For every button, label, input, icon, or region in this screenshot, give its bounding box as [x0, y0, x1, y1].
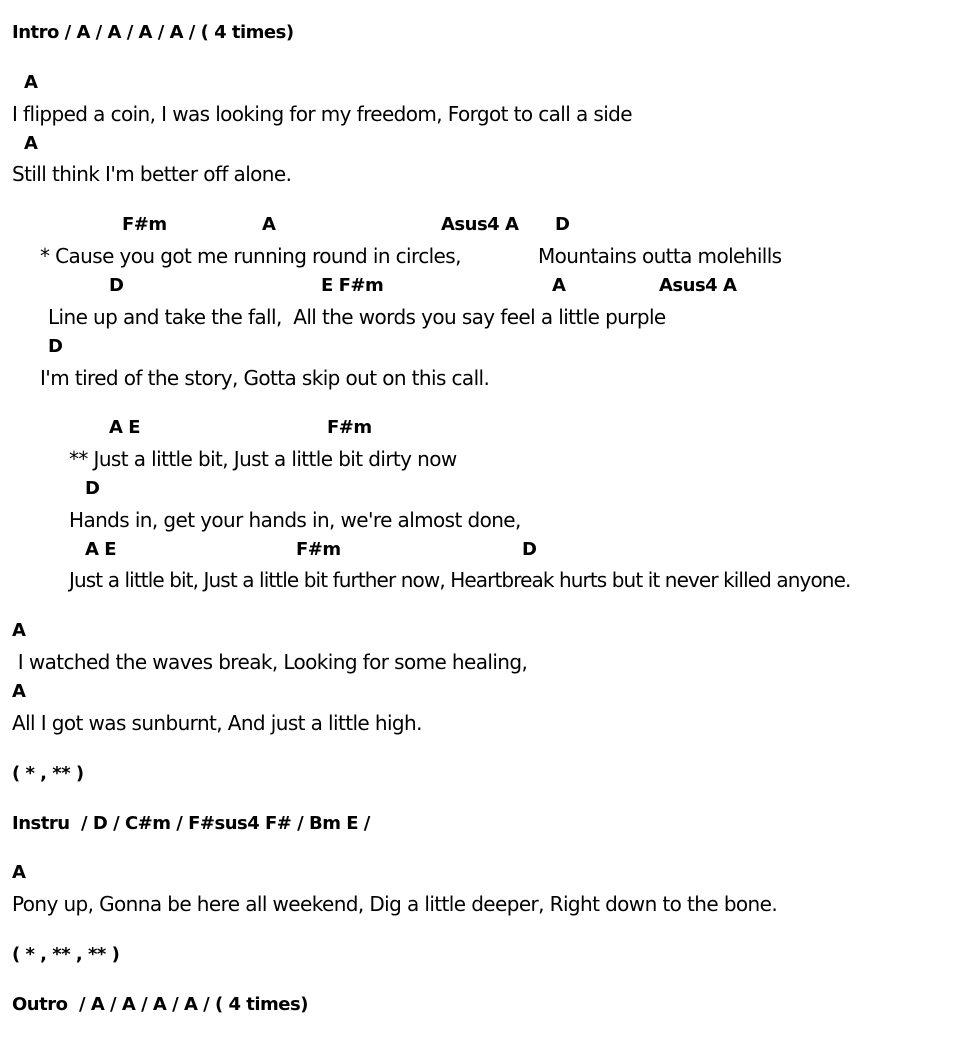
lyric-line: * Cause you got me running round in circles,: [40, 244, 461, 268]
chord: A: [262, 214, 276, 235]
chord: A: [12, 681, 26, 702]
repeat-marker: ( * , ** , ** ): [12, 944, 120, 965]
lyric-line: Pony up, Gonna be here all weekend, Dig a little deeper, Right down to the bone.: [12, 892, 778, 916]
chord: D: [522, 539, 537, 560]
repeat-marker: ( * , ** ): [12, 763, 84, 784]
chord: A: [24, 133, 38, 154]
outro-line: Outro / A / A / A / A / ( 4 times): [12, 994, 308, 1015]
lyric-line: I'm tired of the story, Gotta skip out on this call.: [40, 366, 490, 390]
chord: A: [552, 275, 566, 296]
lyric-line: Hands in, get your hands in, we're almost done,: [69, 508, 521, 532]
chord: A: [12, 620, 26, 641]
chord: D: [48, 336, 63, 357]
instrumental-line: Instru / D / C#m / F#sus4 F# / Bm E /: [12, 813, 370, 834]
chord: Asus4 A: [441, 214, 519, 235]
chord: D: [85, 478, 100, 499]
chord: A: [24, 72, 38, 93]
chord: F#m: [122, 214, 167, 235]
lyric-line: Still think I'm better off alone.: [12, 162, 292, 186]
chord: D: [555, 214, 570, 235]
chord: Asus4 A: [659, 275, 737, 296]
chord: F#m: [327, 417, 372, 438]
lyric-line: ** Just a little bit, Just a little bit dirty now: [69, 447, 457, 471]
lyric-line: I flipped a coin, I was looking for my freedom, Forgot to call a side: [12, 102, 632, 126]
lyric-line: Mountains outta molehills: [538, 244, 782, 268]
lyric-line: I watched the waves break, Looking for some healing,: [12, 650, 528, 674]
lyric-line: Just a little bit, Just a little bit further now, Heartbreak hurts but it never killed anyone.: [69, 568, 851, 592]
chord: D: [109, 275, 124, 296]
lyric-line: All I got was sunburnt, And just a little high.: [12, 711, 422, 735]
chord: A: [12, 862, 26, 883]
chord: A E: [85, 539, 116, 560]
chord: E F#m: [321, 275, 384, 296]
chord: F#m: [296, 539, 341, 560]
chord: A E: [109, 417, 140, 438]
intro-line: Intro / A / A / A / A / ( 4 times): [12, 22, 294, 43]
lyric-line: Line up and take the fall, All the words you say feel a little purple: [48, 305, 666, 329]
